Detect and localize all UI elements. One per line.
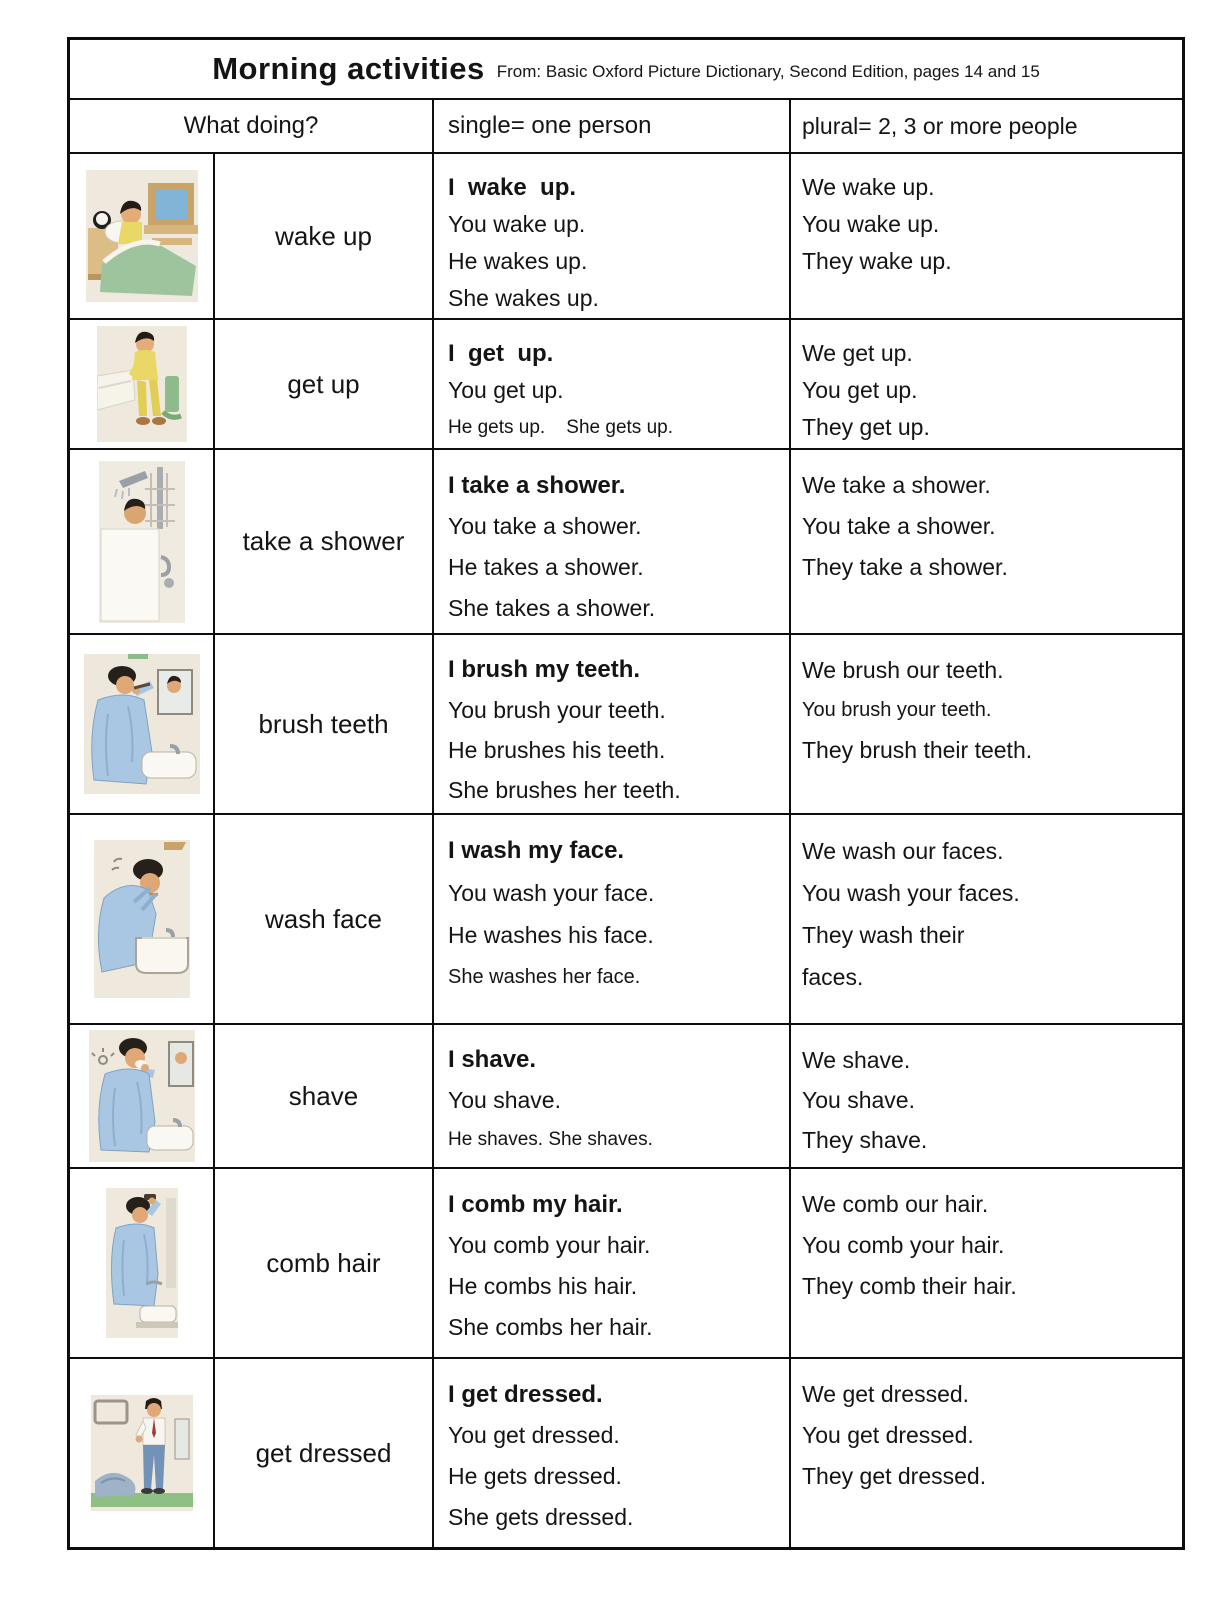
plural-cell (791, 815, 1182, 1025)
wash-face-illustration (94, 840, 190, 998)
sentence-line: You get dressed. (448, 1422, 620, 1448)
sentence-line: I get dressed. (448, 1381, 603, 1408)
activity-label: wake up (215, 154, 434, 320)
sentence-line: He washes his face. (448, 922, 654, 948)
sentence-line: You brush your teeth. (448, 697, 666, 723)
activity-image-cell (70, 1169, 215, 1359)
brush-teeth-illustration (84, 654, 200, 794)
comb-hair-illustration (106, 1188, 178, 1338)
sentence-line: You brush your teeth. (802, 699, 992, 721)
activity-image-cell (70, 154, 215, 320)
sentence-line: You wake up. (448, 211, 586, 237)
sentence-line: We wake up. (802, 174, 935, 200)
sentence-line: They wash their (802, 922, 965, 948)
sentence-line: She takes a shower. (448, 595, 656, 621)
sentence-line: We take a shower. (802, 472, 991, 498)
sentence-line: You shave. (448, 1087, 561, 1113)
take-a-shower-illustration (99, 461, 185, 623)
plural-cell (791, 450, 1182, 635)
plural-cell (791, 154, 1182, 320)
plural-cell (791, 320, 1182, 450)
sentence-line: You comb your hair. (448, 1232, 651, 1258)
sentence-line: We wash our faces. (802, 838, 1004, 864)
sentence-line: She combs her hair. (448, 1314, 653, 1340)
sentence-line: He brushes his teeth. (448, 737, 666, 763)
sentence-line: faces. (802, 964, 864, 990)
sentence-line: They get dressed. (802, 1463, 987, 1489)
singular-cell (434, 320, 791, 450)
morning-activities-table (67, 37, 1185, 1550)
sentence-line: They comb their hair. (802, 1273, 1017, 1299)
sentence-line: You wake up. (802, 211, 940, 237)
page-subtitle: From: Basic Oxford Picture Dictionary, Second Edition, pages 14 and 15 (496, 62, 1040, 81)
plural-cell (791, 1359, 1182, 1547)
sentence-line: You wash your face. (448, 880, 655, 906)
sentence-line: They brush their teeth. (802, 737, 1033, 763)
shave-illustration (89, 1030, 195, 1162)
sentence-line: I wake up. (448, 174, 577, 201)
sentence-line: You get dressed. (802, 1422, 974, 1448)
sentence-line: They wake up. (802, 248, 952, 274)
sentence-line: You take a shower. (802, 513, 996, 539)
activity-label: comb hair (215, 1169, 434, 1359)
get-dressed-illustration (91, 1395, 193, 1511)
activity-label: take a shower (215, 450, 434, 635)
sentence-line: You shave. (802, 1087, 915, 1113)
sentence-line: They get up. (802, 414, 930, 440)
column-header-plural: plural= 2, 3 or more people (791, 100, 1182, 154)
wake-up-illustration (86, 170, 198, 302)
column-header-single: single= one person (434, 100, 791, 154)
sentence-line: You get up. (802, 377, 918, 403)
sentence-line: We comb our hair. (802, 1191, 989, 1217)
sentence-line: You comb your hair. (802, 1232, 1005, 1258)
sentence-line: You get up. (448, 377, 564, 403)
sentence-line: They take a shower. (802, 554, 1008, 580)
sentence-line: I shave. (448, 1046, 537, 1073)
activity-label: wash face (215, 815, 434, 1025)
singular-cell (434, 450, 791, 635)
sentence-line: We get dressed. (802, 1381, 970, 1407)
singular-cell (434, 815, 791, 1025)
sentence-line: I take a shower. (448, 472, 626, 499)
sentence-line: I wash my face. (448, 837, 625, 864)
plural-cell (791, 635, 1182, 815)
activity-label: get up (215, 320, 434, 450)
sentence-line: I comb my hair. (448, 1191, 623, 1218)
sentence-line: He combs his hair. (448, 1273, 638, 1299)
sentence-line: He gets dressed. (448, 1463, 622, 1489)
sentence-line: You wash your faces. (802, 880, 1020, 906)
activity-image-cell (70, 815, 215, 1025)
singular-cell (434, 154, 791, 320)
sentence-line: She brushes her teeth. (448, 777, 681, 803)
sentence-line: He shaves. She shaves. (448, 1129, 653, 1150)
activity-label: get dressed (215, 1359, 434, 1547)
title-row (70, 40, 1182, 100)
sentence-line: She washes her face. (448, 966, 641, 988)
sentence-line: We shave. (802, 1047, 911, 1073)
sentence-line: They shave. (802, 1127, 928, 1153)
plural-cell (791, 1169, 1182, 1359)
sentence-line: He wakes up. (448, 248, 588, 274)
sentence-line: He takes a shower. (448, 554, 644, 580)
sentence-line: He gets up. She gets up. (448, 417, 673, 438)
singular-cell (434, 635, 791, 815)
activity-label: shave (215, 1025, 434, 1169)
page-title: Morning activities (212, 51, 485, 86)
get-up-illustration (97, 326, 187, 442)
singular-cell (434, 1025, 791, 1169)
activity-image-cell (70, 320, 215, 450)
sentence-line: I get up. (448, 340, 554, 367)
sentence-line: You take a shower. (448, 513, 642, 539)
activity-image-cell (70, 1359, 215, 1547)
plural-cell (791, 1025, 1182, 1169)
sentence-line: She wakes up. (448, 285, 599, 311)
singular-cell (434, 1359, 791, 1547)
activity-image-cell (70, 450, 215, 635)
activity-label: brush teeth (215, 635, 434, 815)
singular-cell (434, 1169, 791, 1359)
sentence-line: We brush our teeth. (802, 657, 1004, 683)
sentence-line: I brush my teeth. (448, 656, 641, 683)
sentence-line: We get up. (802, 340, 913, 366)
sentence-line: She gets dressed. (448, 1504, 634, 1530)
activity-image-cell (70, 635, 215, 815)
column-header-what-doing: What doing? (70, 100, 434, 154)
activity-image-cell (70, 1025, 215, 1169)
